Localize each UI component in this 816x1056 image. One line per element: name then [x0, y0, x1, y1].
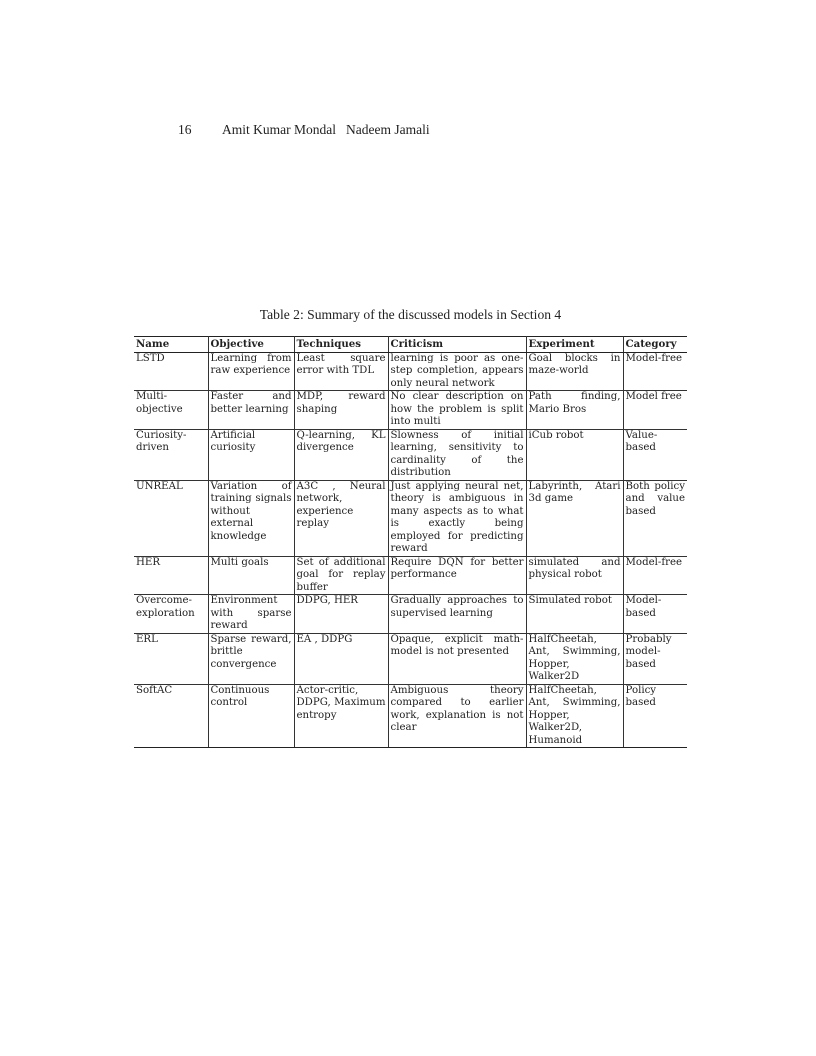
table-cell: Environment with sparse reward	[208, 595, 294, 634]
table-cell: Curiosity-driven	[134, 429, 208, 480]
table-header-row	[134, 337, 687, 353]
table-cell: Sparse reward, brittle convergence	[208, 633, 294, 684]
table-cell: Model free	[623, 391, 687, 430]
table-caption: Table 2: Summary of the discussed models in Section 4	[259, 307, 562, 322]
table-cell: Q-learning, KL divergence	[294, 429, 388, 480]
table-cell: learning is poor as one-step completion, appears only neural network	[388, 352, 526, 391]
table-cell: Artificial curiosity	[208, 429, 294, 480]
table-cell: DDPG, HER	[294, 595, 388, 634]
table-cell: Model-based	[623, 595, 687, 634]
table-cell: iCub robot	[526, 429, 623, 480]
table-cell: EA , DDPG	[294, 633, 388, 684]
table-cell: Just applying neural net, theory is ambiguous in many aspects as to what is exactly being employed for predicting reward	[388, 480, 526, 556]
author-name: Amit Kumar Mondal	[222, 122, 336, 137]
table-cell: Require DQN for better performance	[388, 556, 526, 595]
table-cell: Multi goals	[208, 556, 294, 595]
table-cell: Actor-critic, DDPG, Maximum entropy	[294, 684, 388, 748]
table-cell: Gradually approaches to supervised learning	[388, 595, 526, 634]
column-header: Experiment	[526, 337, 623, 353]
table-row	[134, 391, 687, 430]
author-name: Nadeem Jamali	[346, 122, 430, 137]
table-cell: Continuous control	[208, 684, 294, 748]
table-cell: Variation of training signals without external knowledge	[208, 480, 294, 556]
table-cell: Goal blocks in maze-world	[526, 352, 623, 391]
table-cell: simulated and physical robot	[526, 556, 623, 595]
table-cell: Overcome-exploration	[134, 595, 208, 634]
column-header: Category	[623, 337, 687, 353]
table-cell: A3C , Neural network, experience replay	[294, 480, 388, 556]
summary-table	[134, 336, 687, 748]
table-cell: Faster and better learning	[208, 391, 294, 430]
table-row	[134, 595, 687, 634]
table-cell: Path finding, Mario Bros	[526, 391, 623, 430]
running-head	[178, 122, 430, 138]
table-cell: LSTD	[134, 352, 208, 391]
table-cell: UNREAL	[134, 480, 208, 556]
table-row	[134, 556, 687, 595]
table-row	[134, 633, 687, 684]
table-cell: Slowness of initial learning, sensitivity to cardinality of the distribution	[388, 429, 526, 480]
table-cell: Ambiguous theory compared to earlier work, explanation is not clear	[388, 684, 526, 748]
table-cell: Model-free	[623, 556, 687, 595]
table-cell: Probably model-based	[623, 633, 687, 684]
table-cell: Labyrinth, Atari 3d game	[526, 480, 623, 556]
table-cell: Multi-objective	[134, 391, 208, 430]
table-cell: Model-free	[623, 352, 687, 391]
table-cell: MDP, reward shaping	[294, 391, 388, 430]
table-cell: Least square error with TDL	[294, 352, 388, 391]
table-cell: Policy based	[623, 684, 687, 748]
column-header: Criticism	[388, 337, 526, 353]
column-header: Techniques	[294, 337, 388, 353]
table-cell: Simulated robot	[526, 595, 623, 634]
column-header: Name	[134, 337, 208, 353]
table-cell: No clear description on how the problem is split into multi	[388, 391, 526, 430]
table-cell: ERL	[134, 633, 208, 684]
table-cell: HalfCheetah, Ant, Swimming, Hopper, Walker2D	[526, 633, 623, 684]
table-cell: Opaque, explicit math-model is not presented	[388, 633, 526, 684]
page-number: 16	[178, 122, 192, 137]
table-cell: Set of additional goal for replay buffer	[294, 556, 388, 595]
table-row	[134, 684, 687, 748]
table-row	[134, 429, 687, 480]
table-cell: HalfCheetah, Ant, Swimming, Hopper, Walker2D, Humanoid	[526, 684, 623, 748]
table-cell: SoftAC	[134, 684, 208, 748]
table-row	[134, 480, 687, 556]
table-row	[134, 352, 687, 391]
table-cell: HER	[134, 556, 208, 595]
column-header: Objective	[208, 337, 294, 353]
table-cell: Value-based	[623, 429, 687, 480]
table-cell: Learning from raw experience	[208, 352, 294, 391]
table-cell: Both policy and value based	[623, 480, 687, 556]
